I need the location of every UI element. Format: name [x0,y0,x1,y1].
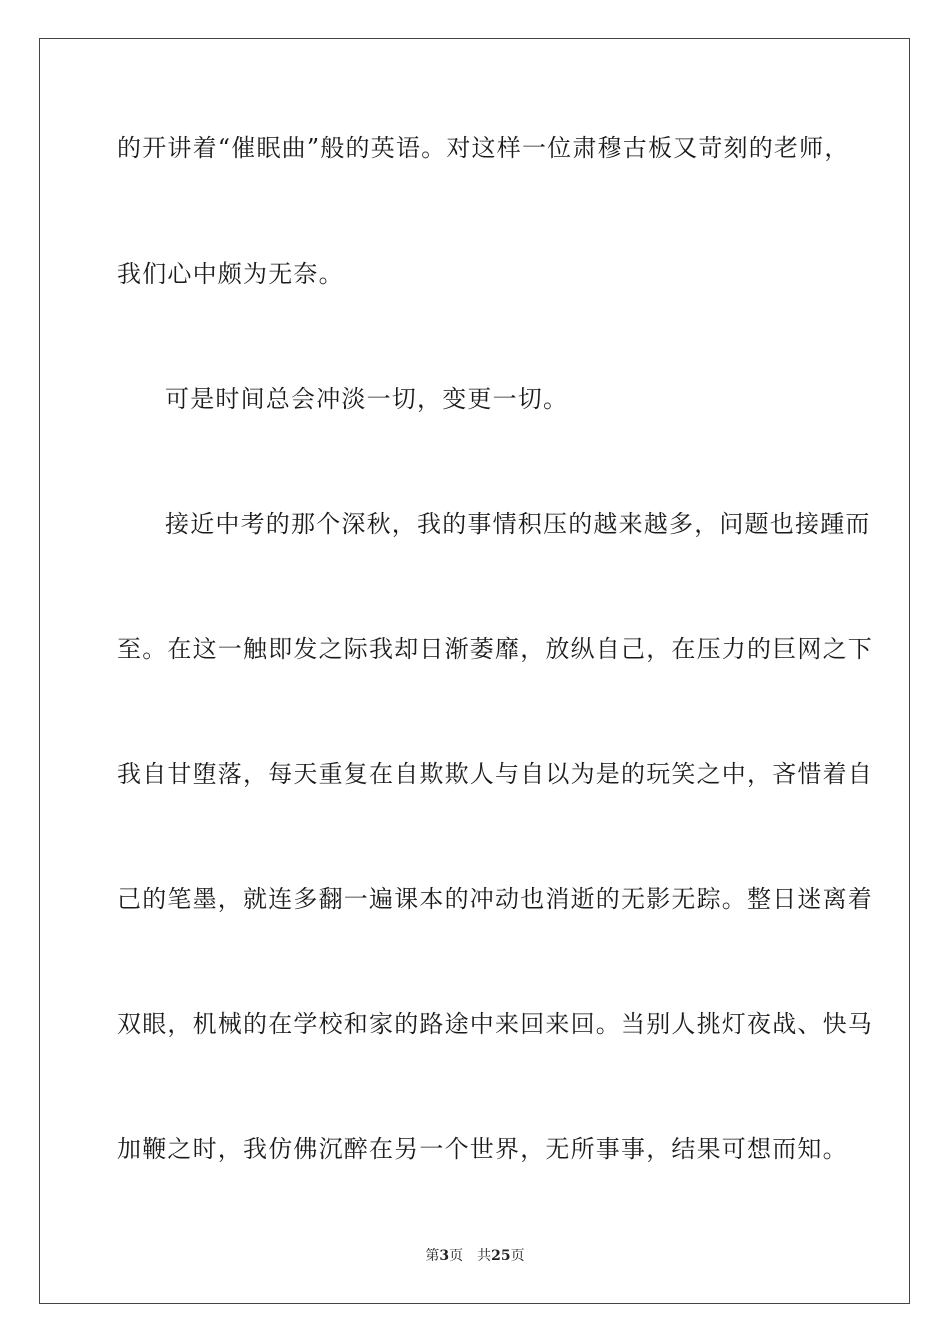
page-label-suffix: 页 [449,1248,464,1264]
total-label-prefix: 共 [477,1248,492,1264]
body-line-6: 我自甘堕落，每天重复在自欺欺人与自以为是的玩笑之中，吝惜着自 [117,760,873,788]
body-line-3: 可是时间总会冲淡一切，变更一切。 [165,385,569,413]
body-line-8: 双眼，机械的在学校和家的路途中来回来回。当别人挑灯夜战、快马 [117,1010,873,1038]
body-line-2: 我们心中颇为无奈。 [117,260,344,288]
total-pages: 25 [491,1248,511,1264]
page-frame [39,38,910,1304]
page-number: 3 [439,1248,450,1264]
body-line-5: 至。在这一触即发之际我却日渐萎靡，放纵自己，在压力的巨网之下 [117,635,873,663]
total-label-suffix: 页 [510,1248,525,1264]
body-line-7: 己的笔墨，就连多翻一遍课本的冲动也消逝的无影无踪。整日迷离着 [117,885,873,913]
body-line-1: 的开讲着“催眠曲”般的英语。对这样一位肃穆古板又苛刻的老师， [117,134,850,162]
page-footer [0,1247,950,1265]
page-label-prefix: 第 [425,1248,440,1264]
body-line-4: 接近中考的那个深秋，我的事情积压的越来越多，问题也接踵而 [165,510,871,538]
body-line-9: 加鞭之时，我仿佛沉醉在另一个世界，无所事事，结果可想而知。 [117,1135,848,1163]
